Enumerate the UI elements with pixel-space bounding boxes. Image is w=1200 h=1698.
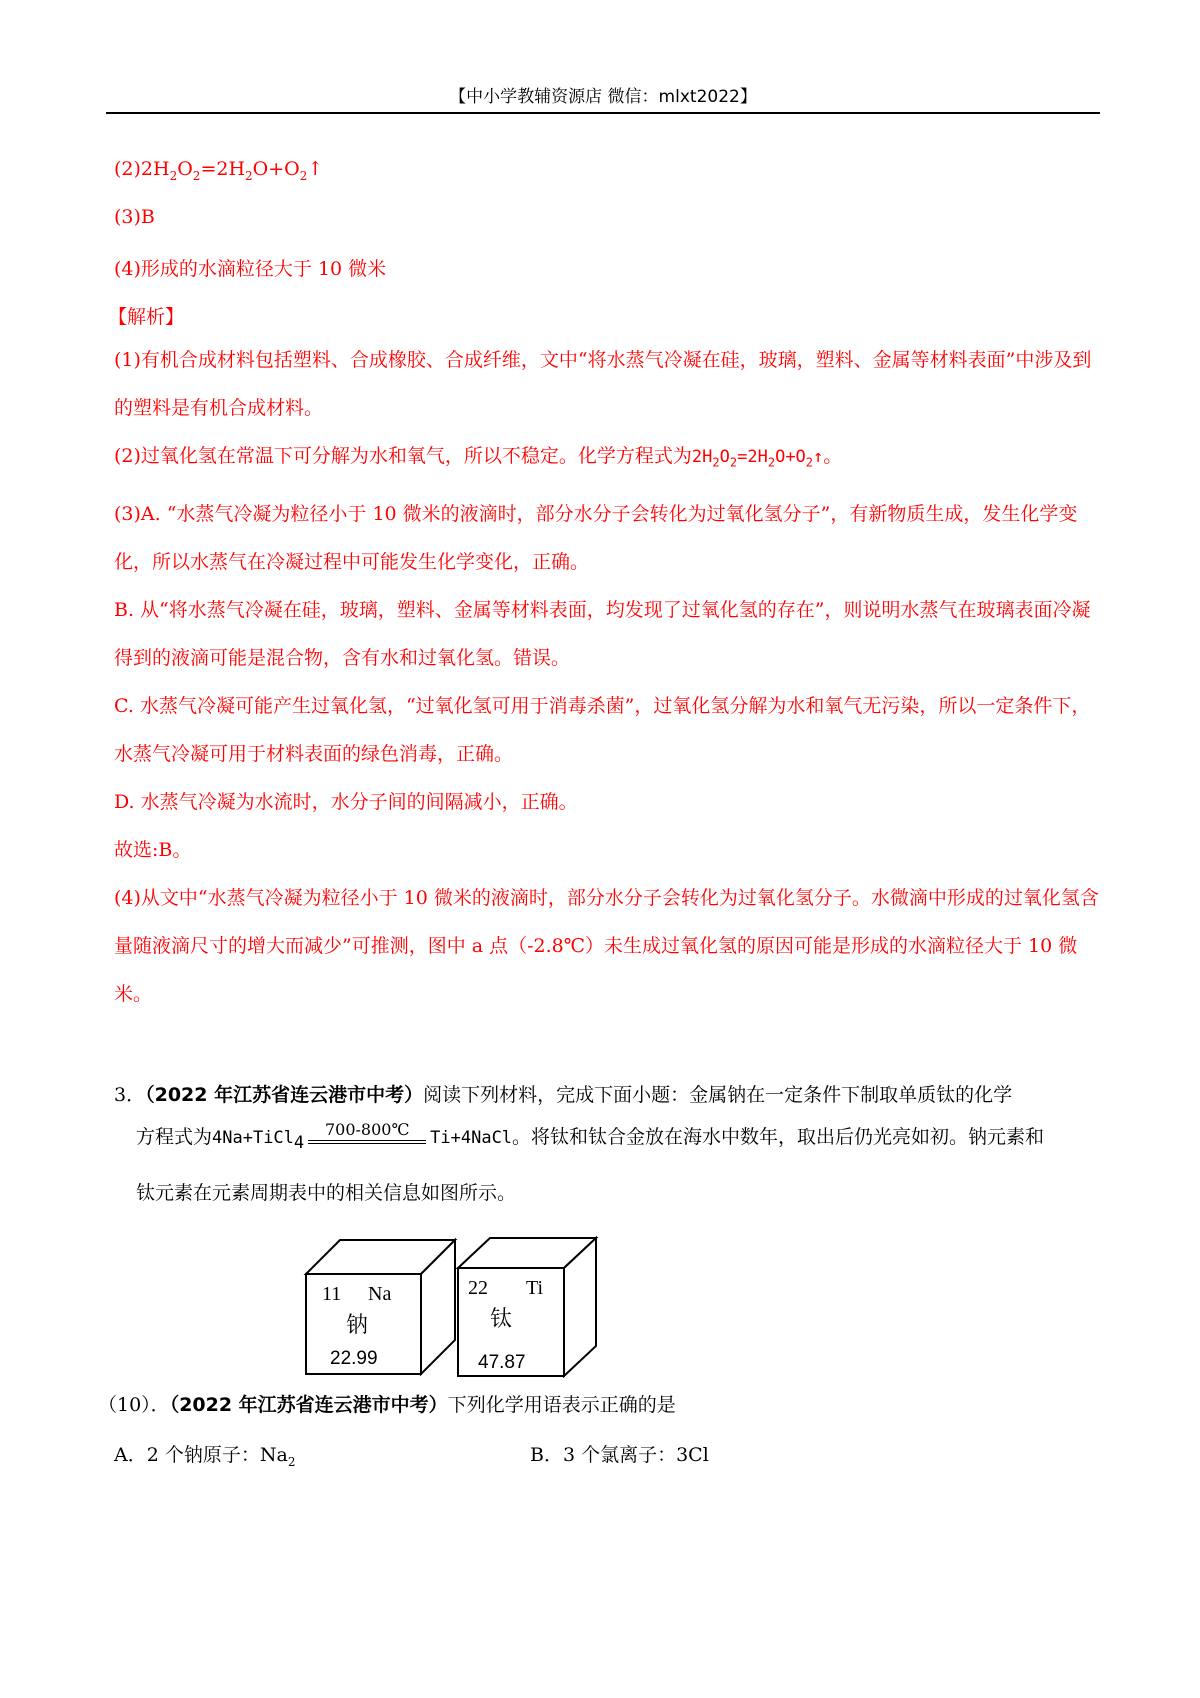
na-mass: 22.99 [330, 1348, 378, 1369]
analysis-pD: D. 水蒸气冷凝为水流时，水分子间的间隔减小，正确。 [114, 791, 578, 813]
q3-line2: 方程式为4Na+TiCl$_4$ 700-800℃ Ti+4NaCl。将钛和钛合金放在海水中数年，取出后仍光亮如初。钠元素和 [136, 1120, 1045, 1153]
sodium-cube [306, 1240, 455, 1374]
reaction-condition: 700-800℃ [308, 1120, 426, 1144]
analysis-p2: (2)过氧化氢在常温下可分解为水和氧气，所以不稳定。化学方程式为$2H_2O_2=2H_2O+O_2↑$。 [114, 445, 843, 470]
option-a[interactable]: A．2 个钠原子：$Na_2$ [114, 1444, 296, 1469]
analysis-p3: (3)A. “水蒸气冷凝为粒径小于 10 微米的液滴时，部分水分子会转化为过氧化氢分子”，有新物质生成，发生化学变化，所以水蒸气在冷凝过程中可能发生化学变化，正确。 [114, 503, 1078, 573]
na-atomic-number: 11 [322, 1283, 342, 1305]
analysis-pC: C. 水蒸气冷凝可能产生过氧化氢，“过氧化氢可用于消毒杀菌”，过氧化氢分解为水和氧气无污染，所以一定条件下，水蒸气冷凝可用于材料表面的绿色消毒，正确。 [114, 695, 1091, 765]
na-name: 钠 [346, 1313, 369, 1338]
ti-symbol: Ti [526, 1277, 544, 1299]
answer-4: (4)形成的水滴粒径大于 10 微米 [114, 258, 387, 280]
q3-line3: 钛元素在元素周期表中的相关信息如图所示。 [136, 1182, 517, 1204]
q3-line1: 3．（2022 年江苏省连云港市中考）阅读下列材料，完成下面小题：金属钠在一定条件下制取单质钛的化学 [114, 1084, 1013, 1106]
ti-atomic-number: 22 [468, 1277, 488, 1299]
analysis-title: 【解析】 [108, 306, 185, 328]
analysis-p4: (4)从文中“水蒸气冷凝为粒径小于 10 微米的液滴时，部分水分子会转化为过氧化氢分子。水微滴中形成的过氧化氢含量随液滴尺寸的增大而减少”可推测，图中 a 点（-2.8℃）未生成过氧化氢的原因可能是形成的水滴粒径大于 10 微米。 [114, 887, 1099, 1005]
q10-stem: （10）．（2022 年江苏省连云港市中考）下列化学用语表示正确的是 [98, 1394, 676, 1416]
element-cubes-figure [300, 1234, 620, 1378]
answer-2: $(2)2H_2O_2=2H_2O+O_2↑$ [114, 158, 324, 183]
analysis-pB: B. 从“将水蒸气冷凝在硅，玻璃，塑料、金属等材料表面，均发现了过氧化氢的存在”，则说明水蒸气在玻璃表面冷凝得到的液滴可能是混合物，含有水和过氧化氢。错误。 [114, 599, 1091, 669]
answer-3: (3)B [114, 206, 155, 228]
analysis-p1: (1)有机合成材料包括塑料、合成橡胶、合成纤维，文中“将水蒸气冷凝在硅，玻璃，塑料、金属等材料表面”中涉及到的塑料是有机合成材料。 [114, 349, 1092, 419]
option-b[interactable]: B．3 个氯离子：3Cl [530, 1444, 709, 1466]
analysis-pick: 故选:B。 [114, 839, 192, 861]
ti-name: 钛 [490, 1307, 513, 1332]
na-symbol: Na [368, 1283, 392, 1305]
ti-mass: 47.87 [478, 1352, 526, 1373]
page-header: 【中小学教辅资源店 微信：mlxt2022】 [106, 82, 1100, 114]
p2-equation: $2H_2O_2=2H_2O+O_2↑$ [691, 447, 824, 470]
